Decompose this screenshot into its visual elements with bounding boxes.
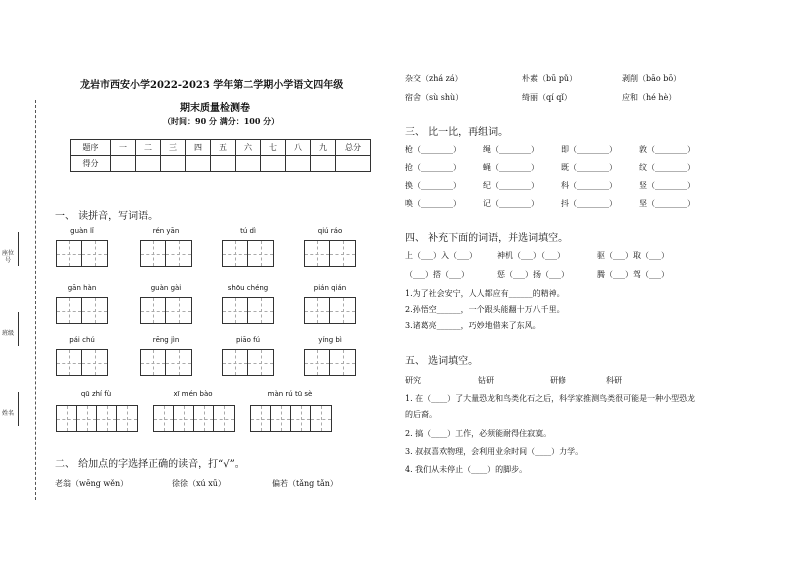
compare-item[interactable]: 竖（________） [639,181,695,190]
section1-heading: 一、 读拼音，写词语。 [55,211,159,222]
pinyin-label: yíng bì [318,336,342,344]
pinyin-label: pián qián [313,284,347,292]
reading-choice[interactable]: 宿舍（sù shù） [405,93,464,102]
compare-item[interactable]: 绳（________） [483,145,539,154]
writing-grid[interactable] [304,240,356,267]
compare-item[interactable]: 既（________） [561,163,617,172]
reading-choice[interactable]: 剥削（bāo bō） [622,74,682,83]
compare-item[interactable]: 纹（________） [639,163,695,172]
reading-choice[interactable]: 绮丽（qí qǐ） [522,93,572,102]
binding-dashed-line [35,100,36,500]
section3-heading: 三、 比一比，再组词。 [405,127,509,138]
seat-label: 座位号 [2,250,15,264]
table-cell: 总分 [336,140,371,156]
fill-sentence-continued: 的后裔。 [405,410,437,419]
score-input-cell[interactable] [211,156,236,172]
class-field-line [18,312,19,346]
table-cell: 四 [186,140,211,156]
score-input-cell[interactable] [136,156,161,172]
pinyin-label: shōu chéng [227,284,269,292]
name-field-line [18,392,19,426]
compare-item[interactable]: 枪（________） [405,145,461,154]
exam-info: （时间：90 分 满分：100 分） [163,116,280,126]
pinyin-label: pái chú [69,336,95,344]
compare-item[interactable]: 敦（________） [639,145,695,154]
word-option: 科研 [606,376,622,385]
writing-grid[interactable] [153,405,235,432]
score-input-cell[interactable] [286,156,311,172]
compare-item[interactable]: 坚（________） [639,199,695,208]
compare-item[interactable]: 科（________） [561,181,617,190]
score-table-header-row [71,140,371,156]
table-cell: 六 [236,140,261,156]
writing-grid[interactable] [56,240,108,267]
idiom-item[interactable]: 上（___）入（___） [405,251,477,260]
word-option: 研修 [550,376,566,385]
pinyin-label: guàn lǐ [70,227,94,235]
pinyin-label: piāo fú [235,336,261,344]
writing-grid[interactable] [222,297,274,324]
score-table [70,139,371,172]
idiom-item[interactable]: 驱（___）取（___） [597,251,669,260]
compare-item[interactable]: 抖（________） [561,199,617,208]
word-option: 研究 [405,376,421,385]
table-cell: 得分 [71,156,111,172]
pinyin-label: xī mén bào [173,390,213,398]
compare-item[interactable]: 唤（________） [405,199,461,208]
table-cell: 七 [261,140,286,156]
seat-field-line [18,232,19,266]
fill-sentence[interactable]: 1.为了社会安宁，人人都应有______的精神。 [405,289,565,298]
fill-sentence[interactable]: 2.孙悟空______，一个跟头能翻十万八千里。 [405,305,565,314]
score-input-cell[interactable] [186,156,211,172]
score-input-cell[interactable] [311,156,336,172]
writing-grid[interactable] [222,240,274,267]
writing-grid[interactable] [304,349,356,376]
class-label: 班级 [2,330,15,337]
writing-grid[interactable] [304,297,356,324]
exam-subtitle: 期末质量检测卷 [180,103,250,114]
writing-grid[interactable] [140,297,192,324]
pinyin-label: tú dì [240,227,256,235]
fill-sentence[interactable]: 3.诸葛亮______，巧妙地借来了东风。 [405,321,541,330]
reading-choice[interactable]: 徐徐（xú xū） [172,479,226,488]
score-table-score-row [71,156,371,172]
score-input-cell[interactable] [236,156,261,172]
writing-grid[interactable] [222,349,274,376]
table-cell: 题序 [71,140,111,156]
idiom-item[interactable]: 惩（___）扬（___） [497,270,569,279]
fill-sentence[interactable]: 3. 叔叔喜欢物理，会利用业余时间（____）力学。 [405,447,584,456]
pinyin-label: màn rú tū sè [267,390,313,398]
compare-item[interactable]: 纪（________） [483,181,539,190]
score-input-cell[interactable] [261,156,286,172]
table-cell: 三 [161,140,186,156]
compare-item[interactable]: 抢（________） [405,163,461,172]
pinyin-label: rēng jìn [152,336,180,344]
fill-sentence[interactable]: 4. 我们从未停止（____）的脚步。 [405,465,528,474]
pinyin-label: qū zhí fù [80,390,112,398]
score-input-cell[interactable] [161,156,186,172]
table-cell: 五 [211,140,236,156]
pinyin-label: guàn gài [150,284,182,292]
section4-heading: 四、 补充下面的词语，并选词填空。 [405,233,569,244]
writing-grid[interactable] [140,349,192,376]
compare-item[interactable]: 记（________） [483,199,539,208]
word-option: 钻研 [478,376,494,385]
fill-sentence[interactable]: 1. 在（____）了大量恐龙和鸟类化石之后，科学家推测鸟类很可能是一种小型恐龙 [405,394,696,403]
reading-choice[interactable]: 朴素（bū pǔ） [522,74,578,83]
name-label: 姓名 [2,410,15,417]
exam-title: 龙岩市西安小学2022-2023 学年第二学期小学语文四年级 [80,80,344,91]
table-cell: 九 [311,140,336,156]
writing-grid[interactable] [56,405,138,432]
reading-choice[interactable]: 杂交（zhá zá） [405,74,463,83]
pinyin-label: qiú ráo [317,227,343,235]
idiom-item[interactable]: 腾（___）驾（___） [597,270,669,279]
score-input-cell[interactable] [111,156,136,172]
score-input-cell[interactable] [336,156,371,172]
compare-item[interactable]: 换（________） [405,181,461,190]
writing-grid[interactable] [56,297,108,324]
idiom-item[interactable]: （___）搭（___） [405,270,469,279]
section2-heading: 二、 给加点的字选择正确的读音，打“√”。 [55,459,245,470]
fill-sentence[interactable]: 2. 搞（____）工作，必须能耐得住寂寞。 [405,429,552,438]
reading-choice[interactable]: 应和（hé hè） [622,93,677,102]
compare-item[interactable]: 即（________） [561,145,617,154]
idiom-item[interactable]: 神机（___）（___） [497,251,565,260]
table-cell: 二 [136,140,161,156]
pinyin-label: gān hàn [67,284,97,292]
writing-grid[interactable] [140,240,192,267]
section5-heading: 五、 选词填空。 [405,356,479,367]
reading-choice[interactable]: 老翁（wēng wěn） [55,479,129,488]
writing-grid[interactable] [56,349,108,376]
writing-grid[interactable] [250,405,332,432]
table-cell: 一 [111,140,136,156]
reading-choice[interactable]: 偏若（tǎng tǎn） [272,479,338,488]
compare-item[interactable]: 蝇（________） [483,163,539,172]
table-cell: 八 [286,140,311,156]
pinyin-label: rén yān [152,227,180,235]
